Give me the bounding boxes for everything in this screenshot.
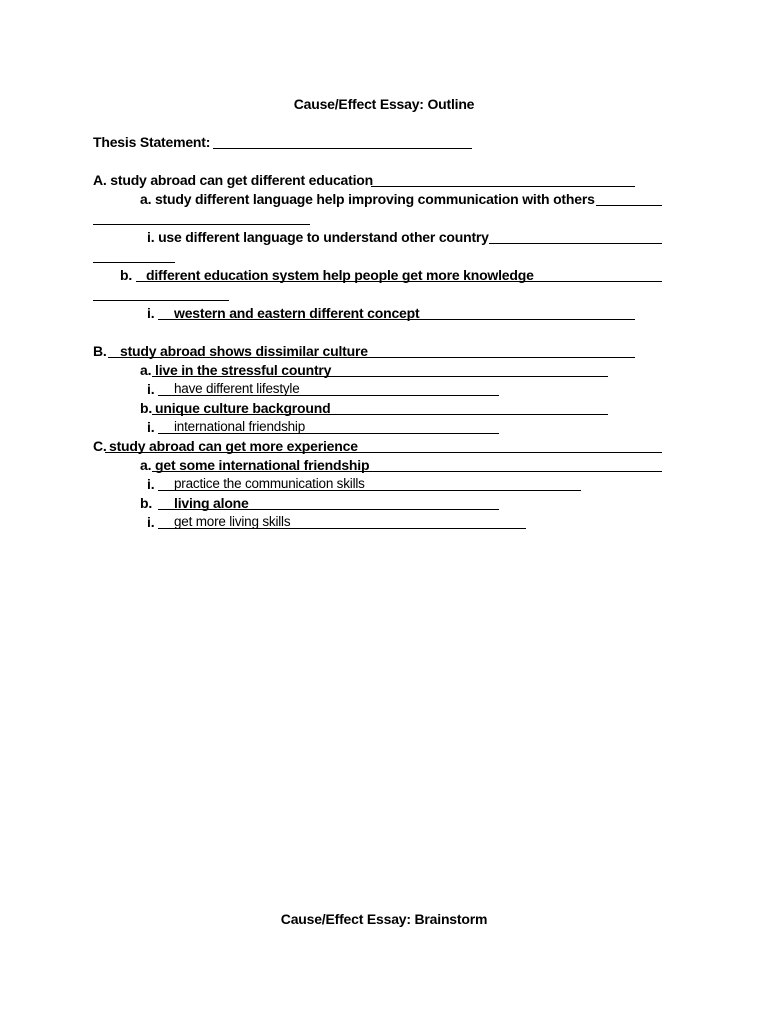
section-b-item-a-i: have different lifestyle <box>174 381 300 396</box>
section-c-item-a-marker: a. <box>140 457 152 473</box>
section-b-item-a: live in the stressful country <box>155 362 332 378</box>
section-b-item-b-i-blank-line <box>158 433 499 434</box>
section-b-item-a-i-blank-line <box>158 395 499 396</box>
section-c-item-b: living alone <box>174 495 249 511</box>
section-c-item-b-i-marker: i. <box>147 514 155 530</box>
section-a-item-b-i: western and eastern different concept <box>174 305 420 321</box>
section-a-item-b-i-blank-line <box>158 319 635 320</box>
section-a-item-a-i-blank-line-2 <box>93 262 175 263</box>
section-b-heading: study abroad shows dissimilar culture <box>120 343 368 359</box>
section-a-item-a-i: i. use different language to understand other country <box>147 229 489 245</box>
section-a-item-b-blank-line-2 <box>93 300 229 301</box>
section-c-item-b-i: get more living skills <box>174 514 291 529</box>
section-c-item-a-i-marker: i. <box>147 476 155 492</box>
section-c-heading-marker: C. <box>93 438 107 454</box>
section-a-item-a-i-blank-line <box>489 243 662 244</box>
section-a-item-b-i-marker: i. <box>147 305 155 321</box>
section-c-blank-line <box>105 452 662 453</box>
brainstorm-title: Cause/Effect Essay: Brainstorm <box>280 911 488 927</box>
section-a-item-a-blank-line-2 <box>93 224 310 225</box>
thesis-label: Thesis Statement: <box>93 134 211 150</box>
section-a-heading: A. study abroad can get different education <box>93 172 373 188</box>
section-c-item-a-i-blank-line <box>158 490 581 491</box>
section-b-item-a-marker: a. <box>140 362 152 378</box>
section-c-item-b-i-blank-line <box>158 528 526 529</box>
section-b-item-b-i-marker: i. <box>147 419 155 435</box>
thesis-blank-line <box>213 148 472 149</box>
outline-title: Cause/Effect Essay: Outline <box>293 96 475 112</box>
section-a-item-b-blank-line <box>136 281 662 282</box>
section-c-item-a-blank-line <box>152 471 662 472</box>
section-c-item-b-marker: b. <box>140 495 153 511</box>
section-b-item-b: unique culture background <box>155 400 331 416</box>
section-b-blank-line <box>108 357 635 358</box>
section-b-heading-marker: B. <box>93 343 107 359</box>
section-a-item-a-blank-line <box>596 205 662 206</box>
section-b-item-b-marker: b. <box>140 400 153 416</box>
section-c-item-b-blank-line <box>158 509 499 510</box>
section-a-blank-line <box>371 186 635 187</box>
section-b-item-a-i-marker: i. <box>147 381 155 397</box>
section-c-item-a-i: practice the communication skills <box>174 476 365 491</box>
section-c-item-a: get some international friendship <box>155 457 370 473</box>
section-a-item-a: a. study different language help improving communication with others <box>140 191 595 207</box>
section-a-item-b-marker: b. <box>120 267 133 283</box>
section-c-heading: study abroad can get more experience <box>109 438 358 454</box>
section-b-item-b-i: international friendship <box>174 419 306 434</box>
section-a-item-b: different education system help people get more knowledge <box>146 267 534 283</box>
section-b-item-b-blank-line <box>152 414 608 415</box>
section-b-item-a-blank-line <box>152 376 608 377</box>
